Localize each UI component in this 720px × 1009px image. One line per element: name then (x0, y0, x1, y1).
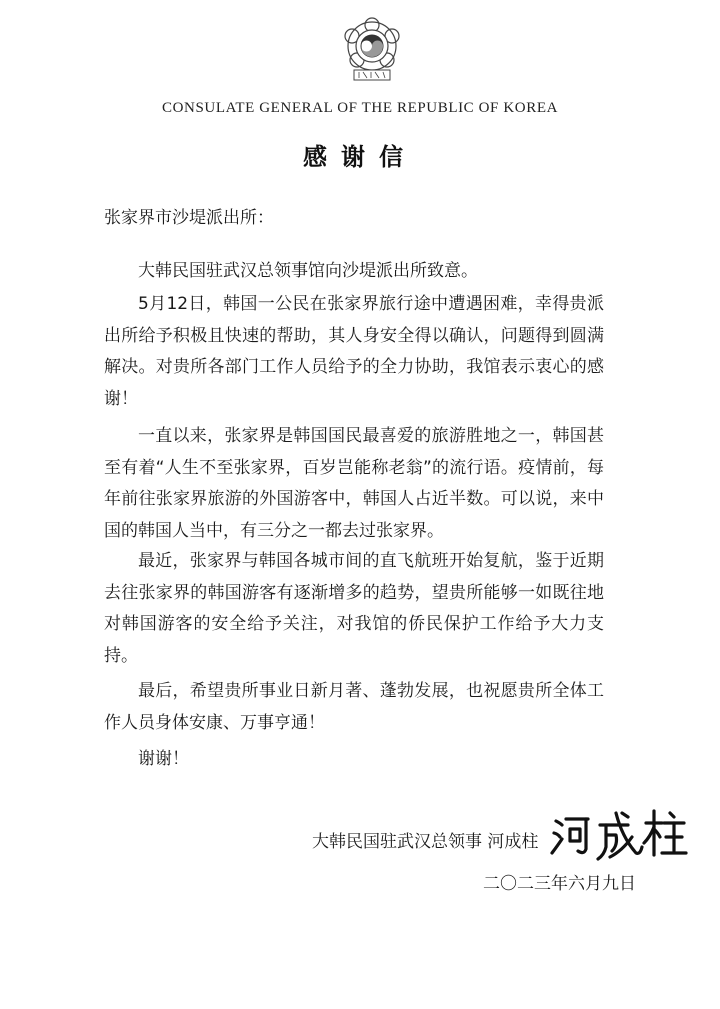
signer-name: 大韩民国驻武汉总领事 河成柱 (312, 832, 539, 852)
letter-title: 感谢信 (303, 143, 417, 171)
handwritten-signature (548, 803, 688, 863)
paragraph-request: 最近，张家界与韩国各城市间的直飞航班开始复航，鉴于近期去往张家界的韩国游客有逐渐增多的趋势，望贵所能够一如既往地对韩国游客的安全给予关注，对我馆的侨民保护工作给予大力支持。 (104, 551, 604, 666)
paragraph-incident: 5月12日，韩国一公民在张家界旅行途中遭遇困难，幸得贵派出所给予积极且快速的帮助，其人身安全得以确认，问题得到圆满解决。对贵所各部门工作人员给予的全力协助，我馆表示衷心的感谢！ (104, 294, 604, 409)
paragraph-thanks: 谢谢！ (138, 749, 189, 769)
korean-consulate-seal-icon (337, 16, 407, 82)
paragraph-tourism: 一直以来，张家界是韩国国民最喜爱的旅游胜地之一，韩国甚至有着“人生不至张家界，百岁岂能称老翁”的流行语。疫情前，每年前往张家界旅游的外国游客中，韩国人占近半数。可以说，来中国的韩国人当中，有三分之一都去过张家界。 (104, 426, 604, 541)
letter-date: 二〇二三年六月九日 (483, 874, 636, 894)
salutation: 张家界市沙堤派出所： (104, 208, 274, 228)
consulate-name: CONSULATE GENERAL OF THE REPUBLIC OF KOREA (161, 100, 559, 116)
paragraph-wishes: 最后，希望贵所事业日新月著、蓬勃发展，也祝愿贵所全体工作人员身体安康、万事亨通！ (104, 681, 604, 733)
paragraph-greeting: 大韩民国驻武汉总领事馆向沙堤派出所致意。 (138, 261, 478, 281)
